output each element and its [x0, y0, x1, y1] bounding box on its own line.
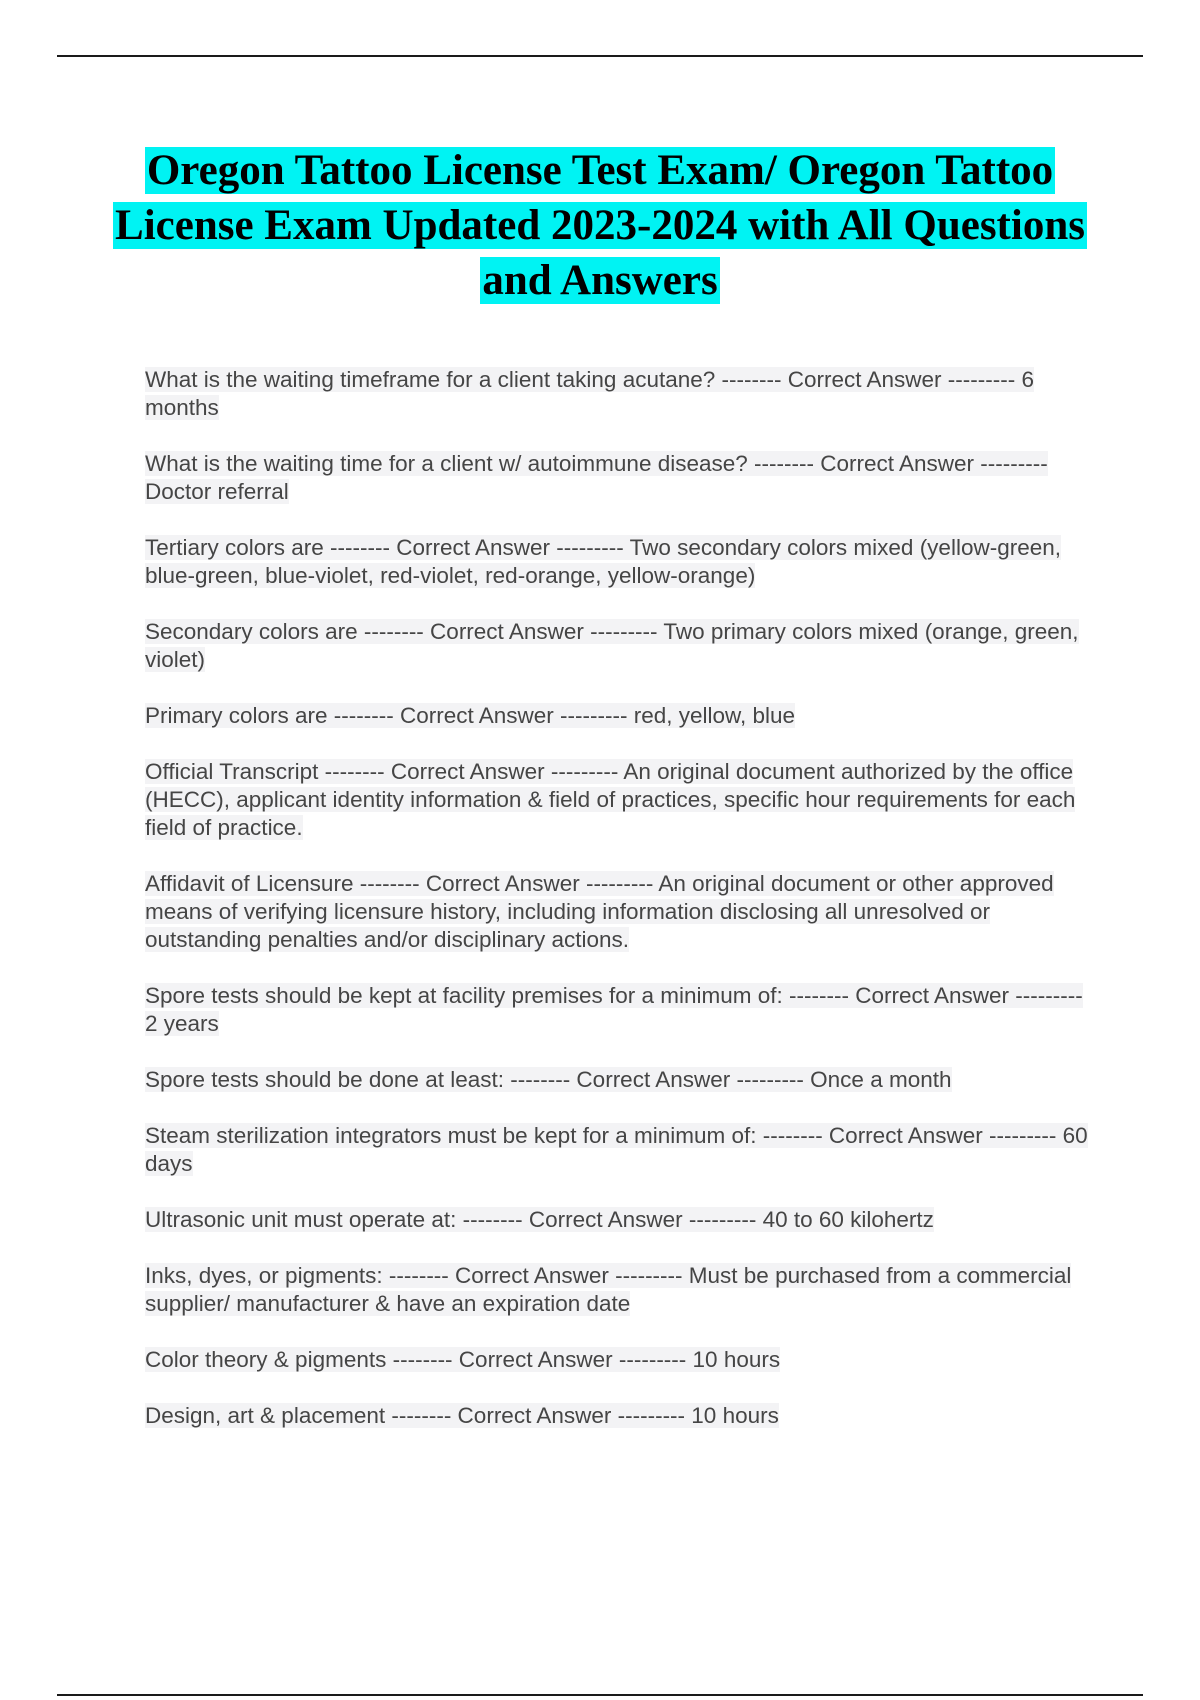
- qa-item: Spore tests should be done at least: -------- Correct Answer --------- Once a month: [145, 1067, 952, 1092]
- qa-item: Tertiary colors are -------- Correct Answer --------- Two secondary colors mixed (yellow-green, blue-green, blue-violet, red-violet, red-orange, yellow-orange): [145, 535, 1061, 588]
- bottom-rule: [57, 1694, 1143, 1696]
- qa-item: Official Transcript -------- Correct Answer --------- An original document authorized by the office (HECC), applicant identity information & field of practices, specific hour requirements for each field of practice.: [145, 759, 1076, 840]
- qa-item: Primary colors are -------- Correct Answer --------- red, yellow, blue: [145, 703, 796, 728]
- document-title: [100, 143, 1100, 308]
- qa-item: Design, art & placement -------- Correct Answer --------- 10 hours: [145, 1403, 779, 1428]
- qa-item: Steam sterilization integrators must be kept for a minimum of: -------- Correct Answer --------- 60 days: [145, 1123, 1088, 1176]
- qa-item: Spore tests should be kept at facility premises for a minimum of: -------- Correct Answer --------- 2 years: [145, 983, 1083, 1036]
- qa-item: Color theory & pigments -------- Correct Answer --------- 10 hours: [145, 1347, 781, 1372]
- top-rule: [57, 55, 1143, 57]
- qa-list: [145, 366, 1090, 1458]
- qa-item: What is the waiting timeframe for a client taking acutane? -------- Correct Answer --------- 6 months: [145, 367, 1034, 420]
- qa-item: What is the waiting time for a client w/ autoimmune disease? -------- Correct Answer --------- Doctor referral: [145, 451, 1048, 504]
- document-title-text: Oregon Tattoo License Test Exam/ Oregon Tattoo License Exam Updated 2023-2024 with All Questions and Answers: [115, 147, 1085, 304]
- qa-item: Secondary colors are -------- Correct Answer --------- Two primary colors mixed (orange, green, violet): [145, 619, 1079, 672]
- qa-item: Ultrasonic unit must operate at: -------- Correct Answer --------- 40 to 60 kilohertz: [145, 1207, 934, 1232]
- qa-item: Affidavit of Licensure -------- Correct Answer --------- An original document or other approved means of verifying licensure history, including information disclosing all unresolved or outstanding penalties and/or disciplinary actions.: [145, 871, 1054, 952]
- qa-item: Inks, dyes, or pigments: -------- Correct Answer --------- Must be purchased from a commercial supplier/ manufacturer & have an expiration date: [145, 1263, 1072, 1316]
